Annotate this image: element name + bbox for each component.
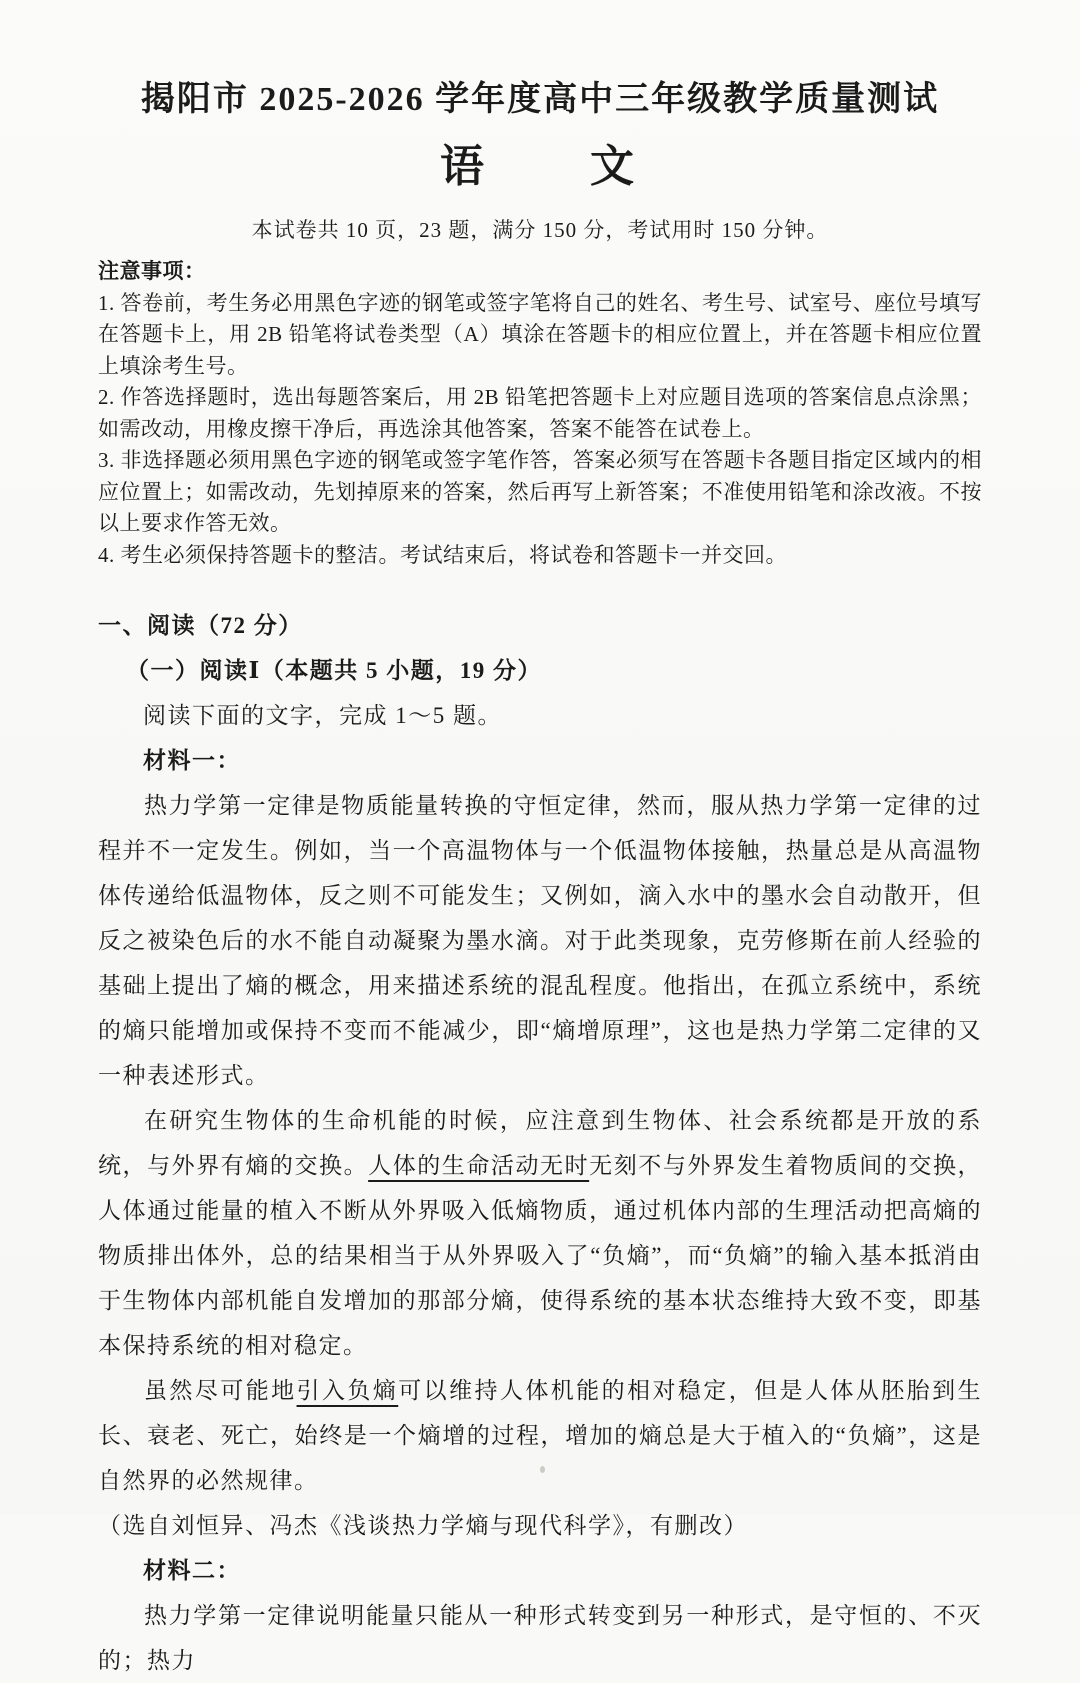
section-heading: 一、阅读（72 分） (98, 613, 303, 638)
notes-section (98, 256, 982, 571)
subsection-heading: （一）阅读Ⅰ（本题共 5 小题，19 分） (126, 658, 543, 683)
underlined-phrase-2: 引入负熵 (296, 1378, 399, 1403)
paragraph3-text-post: 可以维持人体机能的相对稳定，但是人体从胚胎到生长、衰老、死亡，始终是一个熵增的过程，增加的熵总是大于植入的“负熵”，这是自然界的必然规律。 (98, 1378, 982, 1493)
paragraph2-text-pre: 在研究生物体的生命机能的时候，应注意到生物体、社会系统都是开放的系统，与外界有熵的交换。 (98, 1108, 982, 1178)
exam-info-line: 本试卷共 10 页，23 题，满分 150 分，考试用时 150 分钟。 (251, 218, 829, 242)
reading-instruction: 阅读下面的文字，完成 1～5 题。 (143, 703, 502, 728)
reading-section (98, 603, 982, 1683)
paragraph2-text-post: 无刻不与外界发生着物质间的交换，人体通过能量的植入不断从外界吸入低熵物质，通过机体内部的生理活动把高熵的物质排出体外，总的结果相当于从外界吸入了“负熵”，而“负熵”的输入基本抵消由于生物体内部机能自发增加的那部分熵，使得系统的基本状态维持大致不变，即基本保持系统的相对稳定。 (98, 1153, 983, 1358)
material2-paragraph1: 热力学第一定律说明能量只能从一种形式转变到另一种形式，是守恒的、不灭的；热力 (98, 1603, 982, 1673)
exam-title: 揭阳市 2025-2026 学年度高中三年级教学质量测试 (140, 81, 940, 118)
material1-paragraph2 (98, 1098, 982, 1368)
exam-subject: 语 文 (440, 142, 640, 191)
material2-label: 材料二： (143, 1558, 241, 1583)
notes-heading: 注意事项： (98, 259, 206, 283)
note-item-4: 4. 考生必须保持答题卡的整洁。考试结束后，将试卷和答题卡一并交回。 (98, 542, 787, 567)
material1-source-attribution: （选自刘恒异、冯杰《浅谈热力学熵与现代科学》，有删改） (98, 1513, 748, 1538)
note-item-1: 1. 答卷前，考生务必用黑色字迹的钢笔或签字笔将自己的姓名、考生号、试室号、座位号填写在答题卡上，用 2B 铅笔将试卷类型（A）填涂在答题卡的相应位置上，并在答题卡相应位置上填涂考生号。 (98, 290, 982, 378)
underlined-phrase-1: 人体的生命活动无时 (368, 1153, 590, 1178)
material1-label: 材料一： (143, 748, 241, 773)
note-item-2: 2. 作答选择题时，选出每题答案后，用 2B 铅笔把答题卡上对应题目选项的答案信息点涂黑；如需改动，用橡皮擦干净后，再选涂其他答案，答案不能答在试卷上。 (98, 385, 982, 441)
material1-paragraph3 (98, 1368, 982, 1503)
note-item-3: 3. 非选择题必须用黑色字迹的钢笔或签字笔作答，答案必须写在答题卡各题目指定区域内的相应位置上；如需改动，先划掉原来的答案，然后再写上新答案；不准使用铅笔和涂改液。不按以上要求作答无效。 (98, 448, 982, 535)
paragraph3-text-pre: 虽然尽可能地 (144, 1378, 297, 1403)
scan-artifact (540, 1466, 545, 1473)
material1-paragraph1: 热力学第一定律是物质能量转换的守恒定律，然而，服从热力学第一定律的过程并不一定发生。例如，当一个高温物体与一个低温物体接触，热量总是从高温物体传递给低温物体，反之则不可能发生；又例如，滴入水中的墨水会自动散开，但反之被染色后的水不能自动凝聚为墨水滴。对于此类现象，克劳修斯在前人经验的基础上提出了熵的概念，用来描述系统的混乱程度。他指出，在孤立系统中，系统的熵只能增加或保持不变而不能减少，即“熵增原理”，这也是热力学第二定律的又一种表述形式。 (98, 793, 982, 1088)
